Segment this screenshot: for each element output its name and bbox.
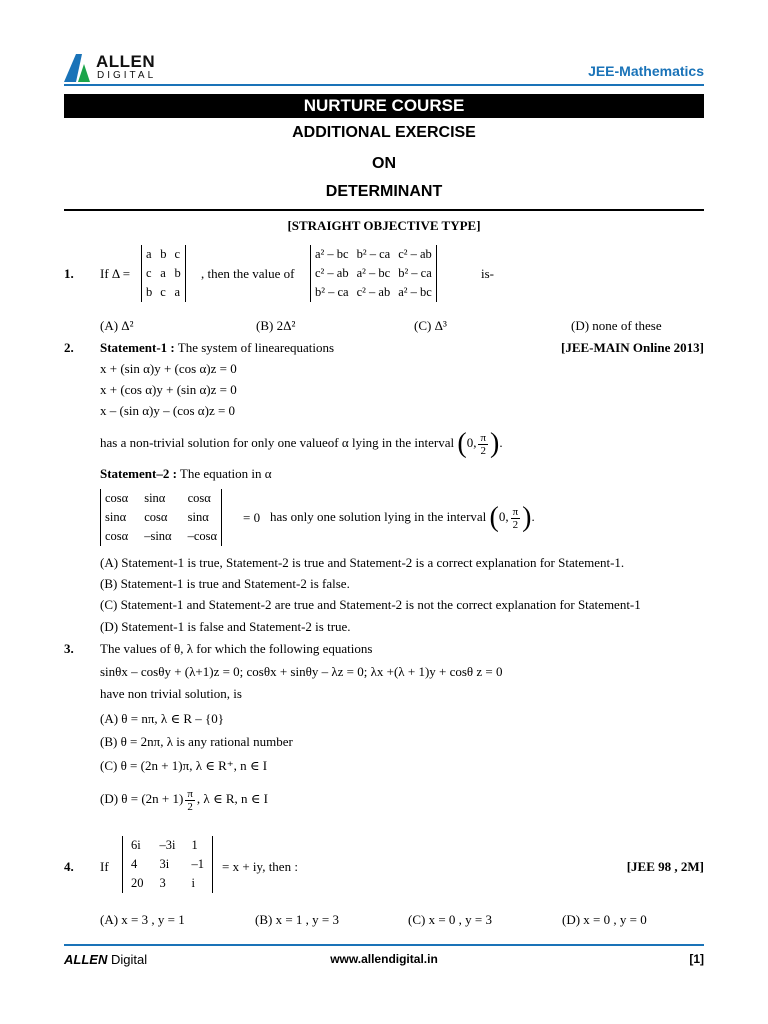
q2-determinant	[100, 489, 222, 546]
q2-st1-text: The system of linearequations	[174, 340, 335, 355]
q2-st1-label: Statement-1 :	[100, 340, 175, 355]
q1-option-a: (A) Δ²	[100, 318, 134, 333]
frac-num: π	[480, 431, 487, 444]
q1-option-c: (C) Δ³	[414, 318, 447, 333]
title-line-1: ADDITIONAL EXERCISE	[292, 124, 476, 141]
det-cell: c² – ab	[356, 285, 391, 299]
det-cell: 6i	[131, 838, 141, 852]
q3-option-d	[100, 784, 268, 814]
q1-determinant-b	[310, 245, 437, 302]
q4-eq: = x + iy	[222, 859, 263, 874]
det-cell: –3i	[159, 838, 176, 852]
det-cell: i	[191, 876, 195, 890]
det-cell: b² – ca	[315, 285, 349, 299]
subject-title: JEE-Mathematics	[588, 63, 704, 79]
frac-num: π	[187, 787, 193, 800]
det-cell: sinα	[144, 491, 166, 505]
det-cell: –1	[191, 857, 204, 871]
q2-option-a: (A) Statement-1 is true, Statement-2 is true and Statement-2 is a correct explanation for Statement-1.	[100, 555, 625, 570]
det-cell: –sinα	[144, 529, 172, 543]
det-cell: cosα	[187, 491, 211, 505]
q2-equation-3: x – (sin α)y – (cos α)z = 0	[100, 403, 236, 418]
q2-nontrivial-line: has a non-trivial solution for only one valueof α lying in the interval (0, $\frac{\pi}{2}$ ).	[100, 428, 503, 460]
title-rule	[64, 209, 704, 211]
q3-line-3: have non trivial solution, is	[100, 686, 242, 701]
q3-equations: sinθx – cosθy + (λ+1)z = 0; cosθx + sinθy – λz = 0; λx +(λ + 1)y + cosθ z = 0	[100, 664, 503, 679]
frac-den: 2	[187, 800, 193, 813]
det-cell: b	[146, 285, 153, 299]
pi-over-2	[185, 788, 195, 813]
q4-if: If	[100, 859, 109, 874]
frac-den: 2	[480, 444, 486, 457]
q4-exam-tag: [JEE 98 , 2M]	[626, 859, 704, 874]
allen-logo-icon	[64, 52, 94, 82]
pi-over-2	[511, 506, 521, 531]
footer-url[interactable]: www.allendigital.in	[330, 952, 438, 966]
q4-equals	[222, 859, 298, 875]
q2-statement-1	[100, 340, 334, 356]
det-cell: –cosα	[187, 529, 218, 543]
logo-text-digital: DIGITAL	[97, 70, 157, 81]
section-heading: [STRAIGHT OBJECTIVE TYPE]	[287, 218, 481, 233]
q2-exam-tag: [JEE-MAIN Online 2013]	[561, 340, 704, 355]
q2-only-one-text: has only one solution lying in the interval	[270, 509, 487, 524]
det-cell: c	[146, 266, 152, 280]
det-cell: 1	[191, 838, 198, 852]
q1-number: 1.	[64, 266, 74, 281]
close-paren-icon: )	[522, 502, 532, 534]
det-cell: 4	[131, 857, 138, 871]
q2-eq-zero-text: = 0	[243, 510, 261, 525]
logo-text-allen: ALLEN	[96, 52, 156, 71]
det-cell: cosα	[105, 491, 129, 505]
q3-option-a: (A) θ = nπ, λ ∈ R – {0}	[100, 711, 224, 726]
q2-only-one-line: has only one solution lying in the interval (0, $\frac{\pi}{2}$ ).	[270, 502, 535, 534]
q4-option-a: (A) x = 3 , y = 1	[100, 912, 185, 927]
q1-determinant-a	[141, 245, 186, 302]
q2-st2-text: The equation in α	[176, 466, 272, 481]
footer-rule	[64, 944, 704, 946]
det-cell: cosα	[144, 510, 168, 524]
allen-logo	[64, 52, 174, 84]
q3-option-b: (B) θ = 2nπ, λ is any rational number	[100, 734, 293, 749]
det-cell: b² – ca	[356, 247, 391, 261]
det-cell: a	[146, 247, 152, 261]
q1-if: If Δ =	[100, 266, 131, 281]
det-cell: b² – ca	[398, 266, 432, 280]
frac-den: 2	[512, 518, 519, 531]
det-cell: 3	[159, 876, 166, 890]
det-cell: c	[174, 247, 181, 261]
det-cell: c² – ab	[398, 247, 432, 261]
interval-start: 0,	[466, 435, 477, 450]
q4-option-d: (D) x = 0 , y = 0	[562, 912, 647, 927]
det-cell: b	[160, 247, 167, 261]
q2-equation-1: x + (sin α)y + (cos α)z = 0	[100, 361, 237, 376]
pi-over-2	[478, 432, 488, 457]
det-cell: cosα	[105, 529, 129, 543]
det-cell: a	[174, 285, 181, 299]
q3-option-c: (C) θ = (2n + 1)π, λ ∈ R⁺, n ∈ I	[100, 758, 268, 773]
det-cell: a² – bc	[398, 285, 432, 299]
det-cell: b	[174, 266, 181, 280]
q4-option-b: (B) x = 1 , y = 3	[255, 912, 339, 927]
open-paren-icon: (	[457, 428, 467, 460]
det-cell: a² – bc	[315, 247, 349, 261]
q4-number: 4.	[64, 859, 74, 874]
q3-number: 3.	[64, 641, 74, 656]
det-cell: c	[160, 285, 166, 299]
q2-nontrivial-text: has a non-trivial solution for only one valueof α lying in the interval	[100, 435, 455, 450]
footer-brand-rest: Digital	[107, 952, 148, 967]
q2-option-b: (B) Statement-1 is true and Statement-2 is false.	[100, 576, 350, 591]
course-banner: NURTURE COURSE	[64, 94, 704, 118]
footer-brand-bold: ALLEN	[64, 952, 108, 967]
q2-option-c: (C) Statement-1 and Statement-2 are true and Statement-2 is not the correct explanation for Statement-1	[100, 597, 641, 612]
det-cell: sinα	[187, 510, 209, 524]
det-cell: 20	[131, 876, 144, 890]
q1-option-b: (B) 2Δ²	[256, 318, 296, 333]
title-line-2: ON	[372, 155, 396, 172]
det-cell: 3i	[159, 857, 170, 871]
frac-num: π	[512, 505, 519, 518]
q2-st2-label: Statement–2 :	[100, 466, 177, 481]
close-paren-icon: )	[490, 428, 500, 460]
q3-text: The values of θ, λ for which the following equations	[100, 641, 373, 656]
q4-option-c: (C) x = 0 , y = 3	[408, 912, 492, 927]
q1-end-text: is-	[481, 266, 494, 281]
q3-optd-post: , λ ∈ R, n ∈ I	[196, 791, 268, 806]
interval-start: 0,	[498, 509, 509, 524]
det-cell: a	[160, 266, 166, 280]
q2-statement-2	[100, 466, 272, 482]
q2-number: 2.	[64, 340, 74, 355]
det-cell: sinα	[105, 510, 127, 524]
q1-mid-text: , then the value of	[201, 266, 295, 281]
det-cell: a² – bc	[356, 266, 391, 280]
open-paren-icon: (	[489, 502, 499, 534]
q4-determinant	[122, 836, 213, 893]
title-line-3: DETERMINANT	[325, 183, 443, 200]
header-rule	[64, 84, 704, 86]
page-number: [1]	[689, 952, 704, 966]
q1-option-d: (D) none of these	[571, 318, 662, 333]
q3-optd-pre: (D) θ = (2n + 1)	[100, 791, 184, 806]
q2-option-d: (D) Statement-1 is false and Statement-2 is true.	[100, 619, 351, 634]
q4-then: , then :	[262, 859, 298, 874]
det-cell: c² – ab	[315, 266, 349, 280]
q2-equation-2: x + (cos α)y + (sin α)z = 0	[100, 382, 237, 397]
